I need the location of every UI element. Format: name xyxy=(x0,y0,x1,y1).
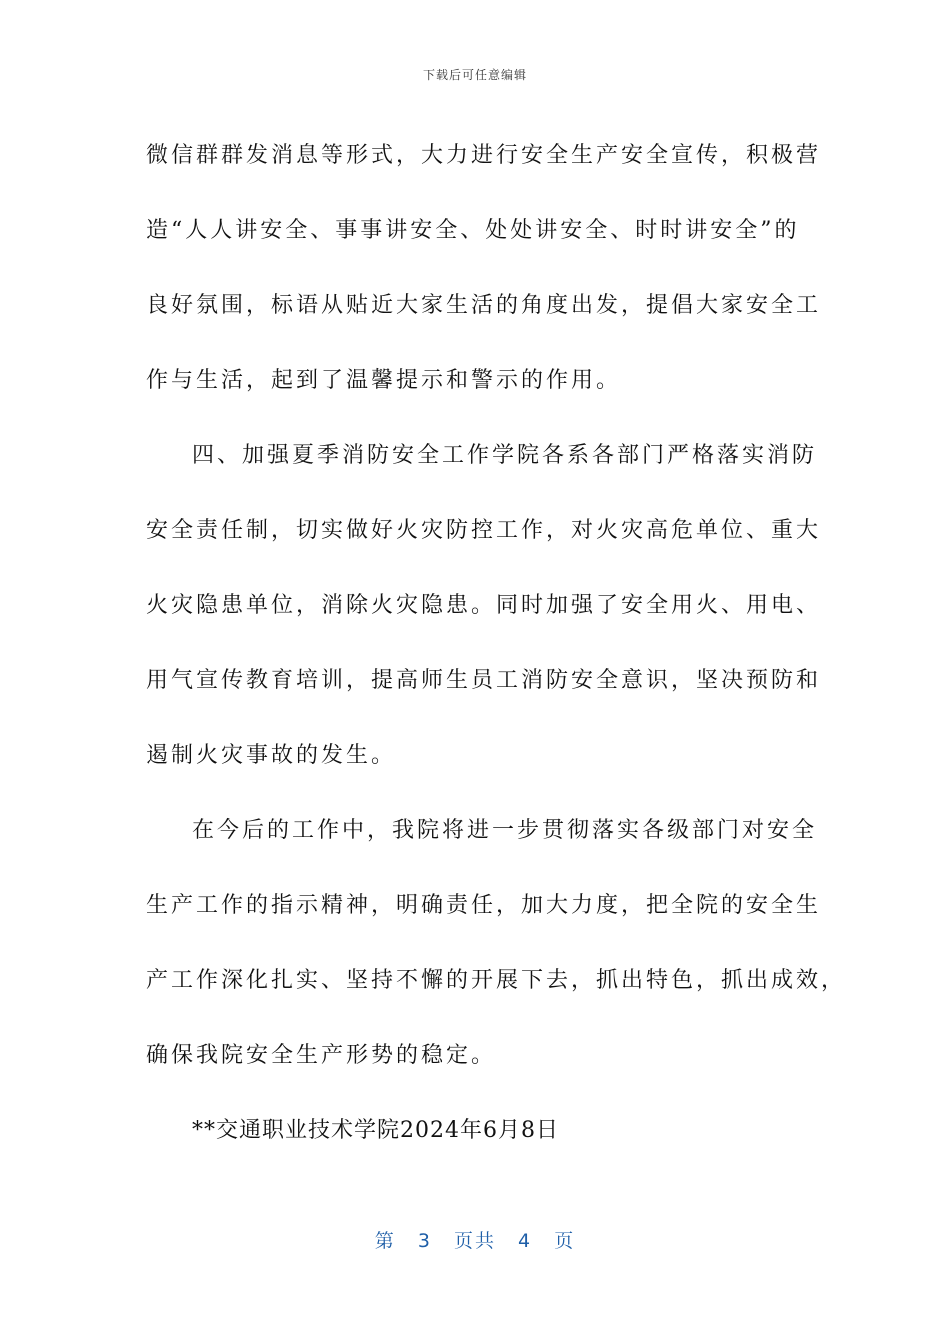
footer-current-page: 3 xyxy=(417,1230,432,1252)
paragraph-line: 造“人人讲安全、事事讲安全、处处讲安全、时时讲安全”的 xyxy=(146,218,800,243)
paragraph-future-work xyxy=(146,793,847,1093)
paragraph-line: 在今后的工作中，我院将进一步贯彻落实各级部门对安全 xyxy=(192,818,818,843)
paragraph-line: 确保我院安全生产形势的稳定。 xyxy=(146,1043,497,1068)
footer-page-prefix: 第 xyxy=(374,1230,396,1252)
paragraph-line: 安全责任制，切实做好火灾防控工作，对火灾高危单位、重大 xyxy=(146,518,822,543)
paragraph-publicity xyxy=(146,118,822,418)
signature-line: **交通职业技术学院2024年6月8日 xyxy=(192,1118,559,1143)
paragraph-line: 产工作深化扎实、坚持不懈的开展下去，抓出特色，抓出成效， xyxy=(146,968,847,993)
page-number-footer xyxy=(0,1226,950,1253)
paragraph-line: 四、加强夏季消防安全工作学院各系各部门严格落实消防 xyxy=(192,443,818,468)
footer-total-pages: 4 xyxy=(518,1230,533,1252)
footer-page-suffix: 页 xyxy=(554,1230,576,1252)
paragraph-line: 遏制火灾事故的发生。 xyxy=(146,743,397,768)
paragraph-line: 作与生活，起到了温馨提示和警示的作用。 xyxy=(146,368,622,393)
paragraph-line: 用气宣传教育培训，提高师生员工消防安全意识，坚决预防和 xyxy=(146,668,822,693)
paragraph-line: 微信群群发消息等形式，大力进行安全生产安全宣传，积极营 xyxy=(146,143,822,168)
paragraph-fire-safety xyxy=(146,418,822,793)
footer-page-middle: 页共 xyxy=(453,1230,496,1252)
paragraph-line: 火灾隐患单位，消除火灾隐患。同时加强了安全用火、用电、 xyxy=(146,593,822,618)
page-header-note: 下载后可任意编辑 xyxy=(422,68,527,82)
paragraph-line: 良好氛围，标语从贴近大家生活的角度出发，提倡大家安全工 xyxy=(146,293,822,318)
paragraph-line: 生产工作的指示精神，明确责任，加大力度，把全院的安全生 xyxy=(146,893,822,918)
document-body xyxy=(146,118,847,1168)
